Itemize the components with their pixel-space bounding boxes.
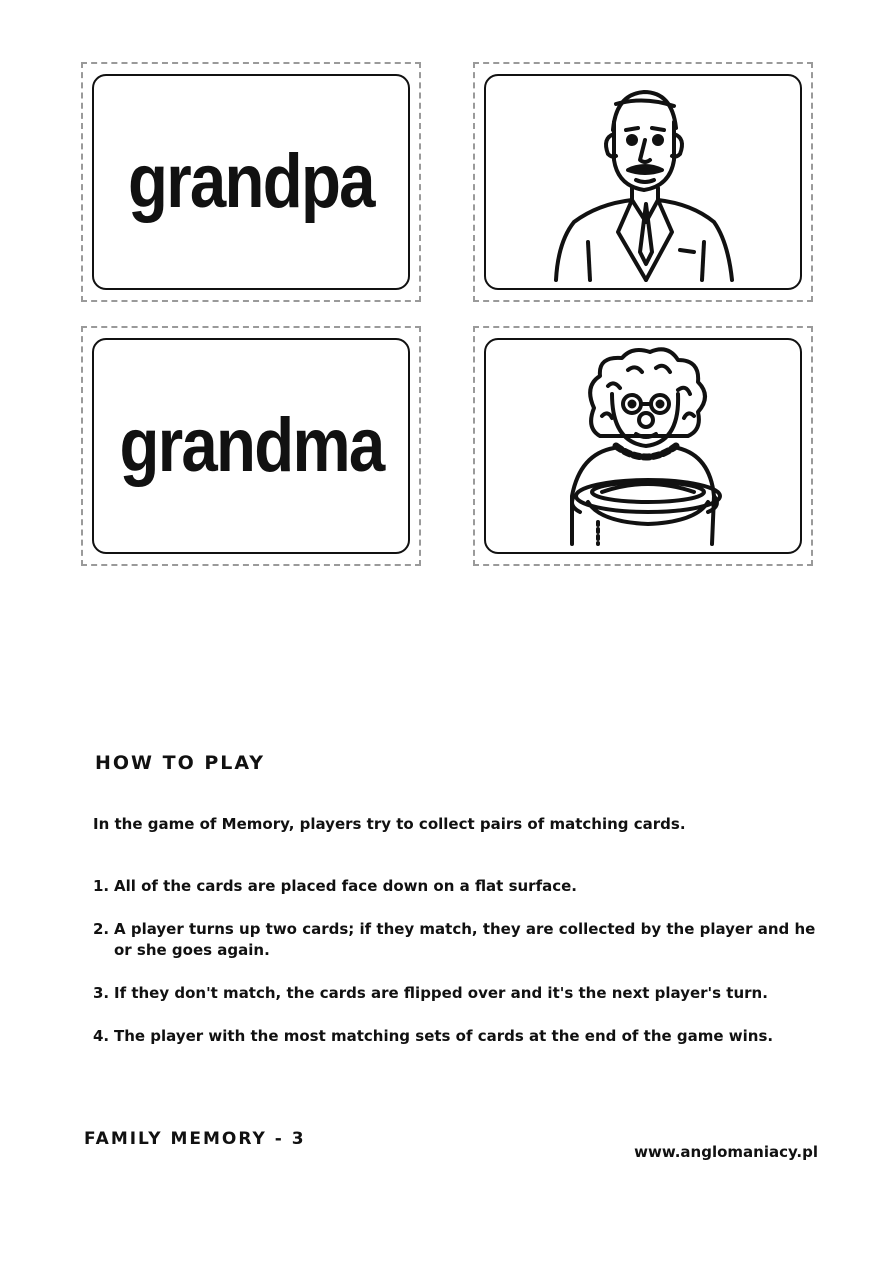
grandpa-drawing-icon — [528, 82, 758, 282]
card-cutout-grandpa-word — [81, 62, 421, 302]
rule-text: A player turns up two cards; if they match, they are collected by the player and he or she goes again. — [114, 920, 816, 959]
footer-title: FAMILY MEMORY - 3 — [84, 1129, 306, 1149]
rule-number: 2. — [93, 920, 110, 938]
rule-text: If they don't match, the cards are flipped over and it's the next player's turn. — [114, 984, 768, 1002]
rule-item — [93, 876, 833, 897]
how-to-play-heading: HOW TO PLAY — [95, 752, 266, 774]
rules-list — [93, 876, 833, 1069]
website-link[interactable]: www.anglomaniacy.pl — [634, 1143, 818, 1161]
rule-number: 1. — [93, 877, 110, 895]
card-grandma-picture — [484, 338, 802, 554]
card-word-grandpa: grandpa — [128, 139, 374, 224]
card-word-grandma: grandma — [119, 403, 383, 488]
intro-text: In the game of Memory, players try to collect pairs of matching cards. — [93, 815, 686, 833]
card-cutout-grandma-word — [81, 326, 421, 566]
rule-item — [93, 983, 833, 1004]
rule-number: 3. — [93, 984, 110, 1002]
card-grandpa-word — [92, 74, 410, 290]
rule-number: 4. — [93, 1027, 110, 1045]
card-cutout-grandma-picture — [473, 326, 813, 566]
rule-item — [93, 919, 833, 961]
rule-text: All of the cards are placed face down on a flat surface. — [114, 877, 577, 895]
rule-text: The player with the most matching sets of cards at the end of the game wins. — [114, 1027, 774, 1045]
rule-item — [93, 1026, 833, 1047]
card-cutout-grandpa-picture — [473, 62, 813, 302]
card-grandma-word — [92, 338, 410, 554]
grandma-drawing-icon — [528, 346, 758, 546]
card-grandpa-picture — [484, 74, 802, 290]
